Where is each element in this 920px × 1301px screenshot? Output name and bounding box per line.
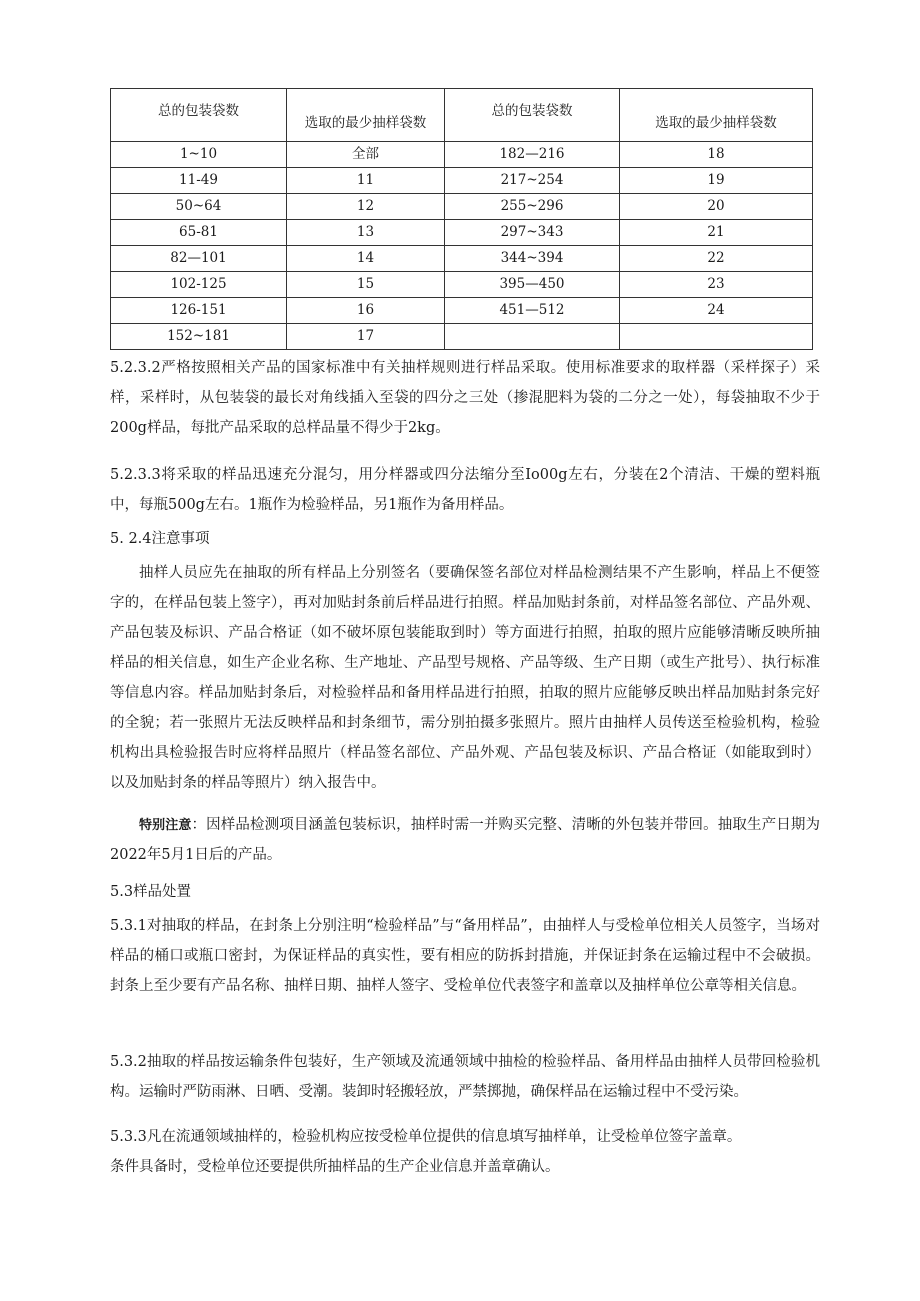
table-cell: 255~296 (445, 194, 620, 220)
table-row (111, 168, 813, 194)
table-cell (445, 324, 620, 350)
table-cell: 18 (620, 142, 813, 168)
table-cell: 451—512 (445, 298, 620, 324)
sampling-table (110, 88, 813, 350)
table-row (111, 142, 813, 168)
table-row (111, 298, 813, 324)
table-cell: 1~10 (111, 142, 287, 168)
table-cell: 102-125 (111, 272, 287, 298)
table-cell: 全部 (287, 142, 445, 168)
table-cell: 14 (287, 246, 445, 272)
table-cell: 11 (287, 168, 445, 194)
table-cell: 13 (287, 220, 445, 246)
section-5-3-2 (110, 1047, 820, 1107)
table-row (111, 324, 813, 350)
table-row (111, 194, 813, 220)
section-5-3-3 (110, 1122, 820, 1182)
table-row (111, 246, 813, 272)
paragraph-5-3-2: 5.3.2抽取的样品按运输条件包装好，生产领域及流通领域中抽检的检验样品、备用样品由抽样人员带回检验机构。运输时严防雨淋、日晒、受潮。装卸时轻搬轻放，严禁掷抛，确保样品在运输过程中不受污染。 (110, 1054, 820, 1100)
table-header-cell: 总的包装袋数 (111, 89, 287, 142)
table-cell: 24 (620, 298, 813, 324)
heading-5-3: 5.3样品处置 (110, 884, 192, 900)
table-header-cell: 总的包装袋数 (445, 89, 620, 142)
section-5-2-3-2 (110, 353, 820, 443)
table-cell: 297~343 (445, 220, 620, 246)
section-5-3-1 (110, 911, 820, 1001)
paragraph-5-3-3-a: 5.3.3凡在流通领域抽样的，检验机构应按受检单位提供的信息填写抽样单，让受检单位签字盖章。 (110, 1129, 742, 1145)
table-cell: 12 (287, 194, 445, 220)
table-header-row (111, 89, 813, 142)
heading-5-2-4: 5. 2.4注意事项 (110, 531, 210, 547)
table-cell: 11-49 (111, 168, 287, 194)
section-5-2-4-body (110, 558, 820, 798)
paragraph-5-2-3-3: 5.2.3.3将采取的样品迅速充分混匀，用分样器或四分法缩分至Io00g左右，分装在2个清洁、干燥的塑料瓶中，每瓶500g左右。1瓶作为检验样品，另1瓶作为备用样品。 (110, 467, 820, 513)
table-cell: 152~181 (111, 324, 287, 350)
table-cell: 50~64 (111, 194, 287, 220)
table-cell: 395—450 (445, 272, 620, 298)
table-header-cell: 选取的最少抽样袋数 (620, 89, 813, 142)
table-cell: 17 (287, 324, 445, 350)
special-note-text: ：因样品检测项目涵盖包装标识，抽样时需一并购买完整、清晰的外包装并带回。抽取生产日期为2022年5月1日后的产品。 (110, 817, 820, 863)
table-cell: 182—216 (445, 142, 620, 168)
table-cell (620, 324, 813, 350)
table-cell: 344~394 (445, 246, 620, 272)
paragraph-special-note (110, 810, 820, 870)
section-5-2-3-3 (110, 460, 820, 520)
table-cell: 15 (287, 272, 445, 298)
section-5-2-4-title (110, 524, 820, 554)
table-cell: 20 (620, 194, 813, 220)
table-row (111, 272, 813, 298)
table-cell: 22 (620, 246, 813, 272)
table-cell: 217~254 (445, 168, 620, 194)
paragraph-5-3-3-b: 条件具备时，受检单位还要提供所抽样品的生产企业信息并盖章确认。 (110, 1159, 560, 1175)
table-row (111, 220, 813, 246)
special-note-label: 特别注意 (139, 817, 192, 832)
paragraph-5-3-1: 5.3.1对抽取的样品，在封条上分别注明“检验样品”与“备用样品”，由抽样人与受检单位相关人员签字，当场对样品的桶口或瓶口密封，为保证样品的真实性，要有相应的防拆封措施，并保证封条在运输过程中不会破损。封条上至少要有产品名称、抽样日期、抽样人签字、受检单位代表签字和盖章以及抽样单位公章等相关信息。 (110, 918, 820, 994)
table-cell: 82—101 (111, 246, 287, 272)
table-cell: 65-81 (111, 220, 287, 246)
table-header-cell: 选取的最少抽样袋数 (287, 89, 445, 142)
table-cell: 19 (620, 168, 813, 194)
section-5-3-title (110, 877, 820, 907)
special-note (110, 810, 820, 870)
table-cell: 23 (620, 272, 813, 298)
table-cell: 16 (287, 298, 445, 324)
paragraph-5-2-4: 抽样人员应先在抽取的所有样品上分别签名（要确保签名部位对样品检测结果不产生影响，样品上不便签字的，在样品包装上签字），再对加贴封条前后样品进行拍照。样品加贴封条前，对样品签名部位、产品外观、产品包装及标识、产品合格证（如不破坏原包装能取到时）等方面进行拍照，拍取的照片应能够清晰反映所抽样品的相关信息，如生产企业名称、生产地址、产品型号规格、产品等级、生产日期（或生产批号）、执行标准等信息内容。样品加贴封条后，对检验样品和备用样品进行拍照，拍取的照片应能够反映出样品加贴封条完好的全貌；若一张照片无法反映样品和封条细节，需分别拍摄多张照片。照片由抽样人员传送至检验机构，检验机构出具检验报告时应将样品照片（样品签名部位、产品外观、产品包装及标识、产品合格证（如能取到时）以及加贴封条的样品等照片）纳入报告中。 (110, 565, 820, 791)
paragraph-5-2-3-2: 5.2.3.2严格按照相关产品的国家标准中有关抽样规则进行样品采取。使用标准要求的取样器（采样探子）采样，采样时，从包装袋的最长对角线插入至袋的四分之三处（掺混肥料为袋的二分之一处），每袋抽取不少于200g样品，每批产品采取的总样品量不得少于2kg。 (110, 360, 820, 436)
table-cell: 126-151 (111, 298, 287, 324)
table-cell: 21 (620, 220, 813, 246)
